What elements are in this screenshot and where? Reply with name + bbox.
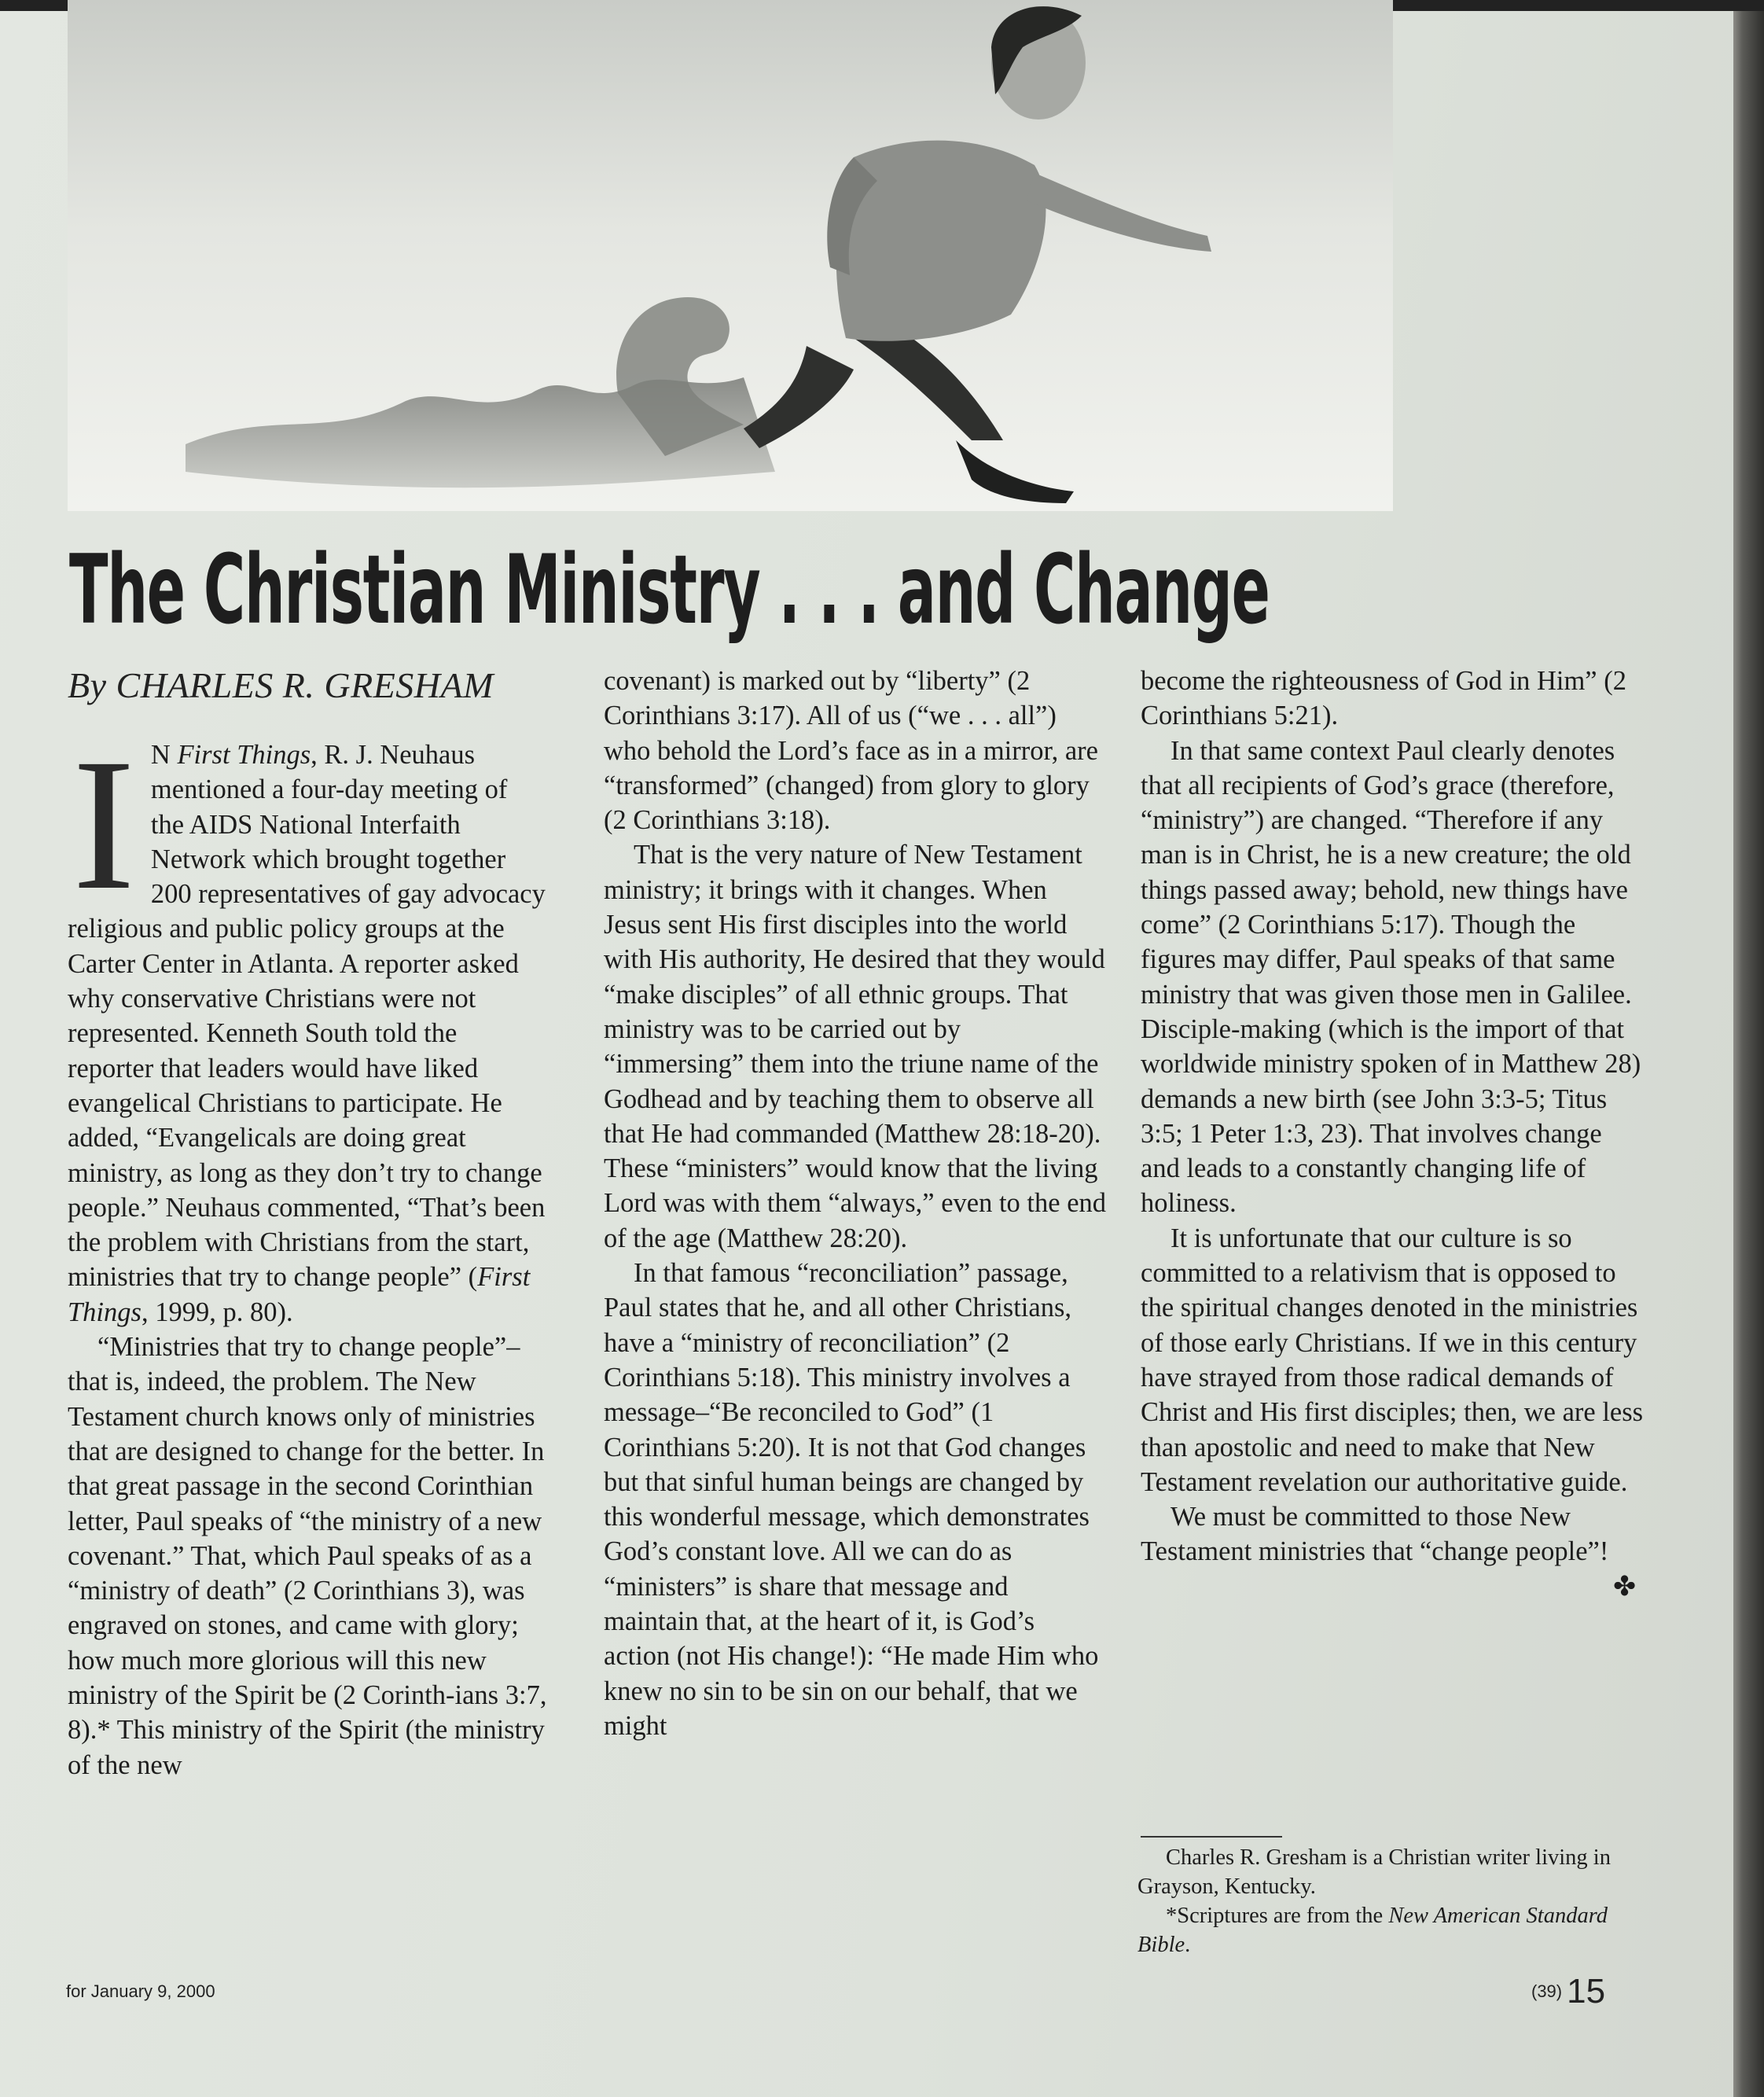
italic-title: First Things bbox=[177, 740, 311, 770]
italic-title: New American Standard Bible bbox=[1137, 1904, 1608, 1957]
rich-text bbox=[68, 719, 546, 1327]
scripture-note bbox=[1137, 1901, 1641, 1959]
drop-cap: I bbox=[72, 719, 135, 929]
page-number-small: (39) bbox=[1531, 1981, 1563, 2001]
text-run: *Scriptures are from the bbox=[1166, 1904, 1389, 1928]
article-column-2 bbox=[604, 664, 1107, 1743]
article-paragraph: That is the very nature of New Testament ministry; it brings with it changes. When Jesus sent His first disciples into the world with His authority, He desired that they would “make disciples” of all ethnic groups. That ministry was to be carried out by “immersing” them into the triune name of the Godhead and by teaching them to observe all that He had commanded (Matthew 28:18-20). These “ministers” would know that the living Lord was with them “always,” even to the end of the age (Matthew 28:20). bbox=[604, 840, 1107, 1253]
author-bio bbox=[1137, 1843, 1641, 1959]
closing-text: We must be committed to those New Testament ministries that “change people”! bbox=[1141, 1502, 1609, 1567]
article-illustration bbox=[68, 0, 1393, 511]
text-run: N bbox=[150, 740, 178, 770]
article-column-1 bbox=[68, 719, 547, 1782]
article-column-3 bbox=[1141, 664, 1644, 1604]
end-mark-icon: ✤ bbox=[1613, 1571, 1636, 1602]
article-paragraph: In that same context Paul clearly denotes that all recipients of God’s grace (therefore, “ministry”) are changed. “Therefore if any man is in Christ, he is a new creature; the old things passed away; behold, new things have come” (2 Corinthians 5:17). Though the figures may differ, Paul speaks of that same ministry that was given those men in Galilee. Disciple-making (which is the import of that worldwide ministry spoken of in Matthew 28) demands a new birth (see John 3:3-5; Titus 3:5; 1 Peter 1:3, 23). That involves change and leads to a constantly changing life of holiness. bbox=[1141, 735, 1641, 1219]
bio-text: Charles R. Gresham is a Christian writer living in Grayson, Kentucky. bbox=[1137, 1845, 1611, 1899]
article-paragraph: become the righteousness of God in Him” (2 Corinthians 5:21). bbox=[1141, 666, 1626, 731]
text-run: . bbox=[1185, 1933, 1191, 1957]
article-paragraph bbox=[68, 719, 547, 1330]
article-paragraph: It is unfortunate that our culture is so committed to a relativism that is opposed to the spiritual changes denoted in the ministries of those early Christians. If we in this century have strayed from those radical demands of Christ and His first disciples; then, we are less than apostolic and need to make that New Testament revelation our authoritative guide. bbox=[1141, 1223, 1644, 1497]
article-title: The Christian Ministry . . . and Change bbox=[69, 535, 1270, 646]
text-run: , R. J. Neuhaus mentioned a four-day meeting of the AIDS National Interfaith Network which brought together 200 representatives of gay advocacy religious and public policy groups at the Carter Center in Atlanta. A reporter asked why conservative Christians were not represented. Kenneth South told the reporter that leaders would have liked evangelical Christians to participate. He added, “Evangelicals are doing great ministry, as long as they don’t try to change people.” Neuhaus commented, “That’s been the problem with Christians from the start, ministries that try to change people” ( bbox=[68, 740, 546, 1293]
italic-title: First Things bbox=[68, 1262, 531, 1327]
byline: By CHARLES R. GRESHAM bbox=[68, 665, 494, 705]
article-paragraph bbox=[1141, 1499, 1644, 1602]
article-paragraph: In that famous “reconciliation” passage, Paul states that he, and all other Christians, have a “ministry of reconciliation” (2 Corinthians 5:18). This ministry involves a message–“Be reconciled to God” (1 Corinthians 5:20). It is not that God changes but that sinful human beings are changed by this wonderful message, which demonstrates God’s constant love. All we can do as “ministers” is share that message and maintain that, at the heart of it, is God’s action (not His change!): “He made Him who knew no sin to be sin on our behalf, that we might bbox=[604, 1258, 1099, 1741]
issue-date: for January 9, 2000 bbox=[66, 1981, 215, 2001]
text-run: , 1999, p. 80). bbox=[141, 1297, 293, 1327]
bio-divider bbox=[1141, 1836, 1282, 1838]
article-paragraph: “Ministries that try to change people”–that is, indeed, the problem. The New Testament church knows only of ministries that are designed to change for the better. In that great passage in the second Corinthian letter, Paul speaks of “the ministry of a new covenant.” That, which Paul speaks of as a “ministry of death” (2 Corinthians 3), was engraved on stones, and came with glory; how much more glorious will this new ministry of the Spirit be (2 Corinth-ians 3:7, 8).* This ministry of the Spirit (the ministry of the new bbox=[68, 1332, 547, 1780]
article-paragraph: covenant) is marked out by “liberty” (2 Corinthians 3:17). All of us (“we . . . all”) who behold the Lord’s face as in a mirror, are “transformed” (changed) from glory to glory (2 Corinthians 3:18). bbox=[604, 666, 1098, 836]
page-number bbox=[1531, 1972, 1605, 2011]
running-woman-illustration bbox=[68, 0, 1393, 511]
page-binding-edge bbox=[1733, 0, 1764, 2097]
page-number-big: 15 bbox=[1567, 1972, 1606, 2011]
